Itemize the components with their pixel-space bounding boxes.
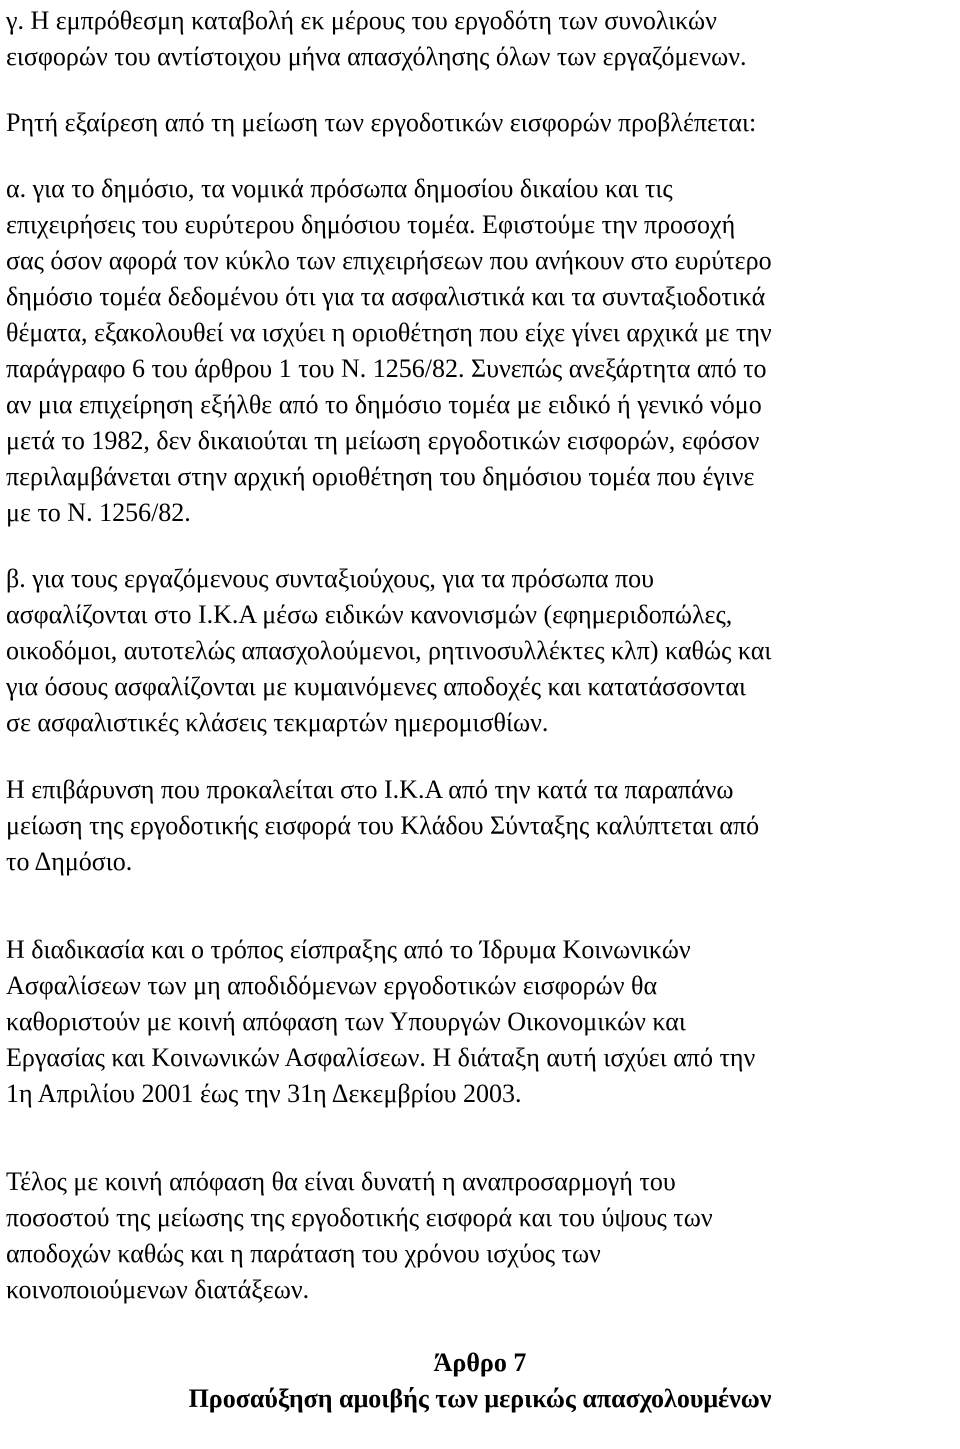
text-line: οικοδόμοι, αυτοτελώς απασχολούμενοι, ρητινοσυλλέκτες κλπ) καθώς και (6, 636, 772, 665)
text-line: θέματα, εξακολουθεί να ισχύει η οριοθέτηση που είχε γίνει αρχικά με την (6, 318, 772, 347)
text-line: Τέλος με κοινή απόφαση θα είναι δυνατή η αναπροσαρμογή του (6, 1167, 676, 1196)
text-line: α. για το δημόσιο, τα νομικά πρόσωπα δημοσίου δικαίου και τις (6, 174, 673, 203)
text-line: Η διαδικασία και ο τρόπος είσπραξης από το Ίδρυμα Κοινωνικών (6, 935, 691, 964)
text-line: το Δημόσιο. (6, 847, 133, 876)
text-line: καθοριστούν με κοινή απόφαση των Υπουργών Οικονομικών και (6, 1007, 686, 1036)
text-line: για όσους ασφαλίζονται με κυμαινόμενες αποδοχές και κατατάσσονται (6, 672, 746, 701)
text-line: κοινοποιούμενων διατάξεων. (6, 1275, 310, 1304)
text-line: επιχειρήσεις του ευρύτερου δημόσιου τομέα. Εφιστούμε την προσοχή (6, 210, 736, 239)
text-line: μετά το 1982, δεν δικαιούται τη μείωση εργοδοτικών εισφορών, εφόσον (6, 426, 760, 455)
text-line: αν μια επιχείρηση εξήλθε από το δημόσιο τομέα με ειδικό ή γενικό νόμο (6, 390, 762, 419)
article-title: Προσαύξηση αμοιβής των μερικώς απασχολουμένων (188, 1384, 772, 1413)
text-line: γ. Η εμπρόθεσμη καταβολή εκ μέρους του εργοδότη των συνολικών (6, 6, 717, 35)
text-line: σε ασφαλιστικές κλάσεις τεκμαρτών ημερομισθίων. (6, 708, 549, 737)
text-line: παράγραφο 6 του άρθρου 1 του Ν. 1256/82. Συνεπώς ανεξάρτητα από το (6, 354, 767, 383)
text-line: 1η Απριλίου 2001 έως την 31η Δεκεμβρίου 2003. (6, 1079, 522, 1108)
text-line: με το Ν. 1256/82. (6, 498, 191, 527)
text-line: δημόσιο τομέα δεδομένου ότι για τα ασφαλιστικά και τα συνταξιοδοτικά (6, 282, 766, 311)
text-line: περιλαμβάνεται στην αρχική οριοθέτηση του δημόσιου τομέα που έγινε (6, 462, 755, 491)
text-line: Ασφαλίσεων των μη αποδιδόμενων εργοδοτικών εισφορών θα (6, 971, 658, 1000)
text-line: Ρητή εξαίρεση από τη μείωση των εργοδοτικών εισφορών προβλέπεται: (6, 108, 757, 137)
text-line: μείωση της εργοδοτικής εισφορά του Κλάδου Σύνταξης καλύπτεται από (6, 811, 760, 840)
text-line: β. για τους εργαζόμενους συνταξιούχους, για τα πρόσωπα που (6, 564, 655, 593)
text-line: εισφορών του αντίστοιχου μήνα απασχόλησης όλων των εργαζόμενων. (6, 42, 747, 71)
text-line: Η επιβάρυνση που προκαλείται στο Ι.Κ.Α από την κατά τα παραπάνω (6, 775, 734, 804)
text-line: σας όσον αφορά τον κύκλο των επιχειρήσεων που ανήκουν στο ευρύτερο (6, 246, 772, 275)
text-line: ποσοστού της μείωσης της εργοδοτικής εισφορά και του ύψους των (6, 1203, 713, 1232)
article-heading: Άρθρο 7 (433, 1348, 527, 1377)
text-line: Εργασίας και Κοινωνικών Ασφαλίσεων. Η διάταξη αυτή ισχύει από την (6, 1043, 756, 1072)
text-line: ασφαλίζονται στο Ι.Κ.Α μέσω ειδικών κανονισμών (εφημεριδοπώλες, (6, 600, 733, 629)
text-line: αποδοχών καθώς και η παράταση του χρόνου ισχύος των (6, 1239, 601, 1268)
